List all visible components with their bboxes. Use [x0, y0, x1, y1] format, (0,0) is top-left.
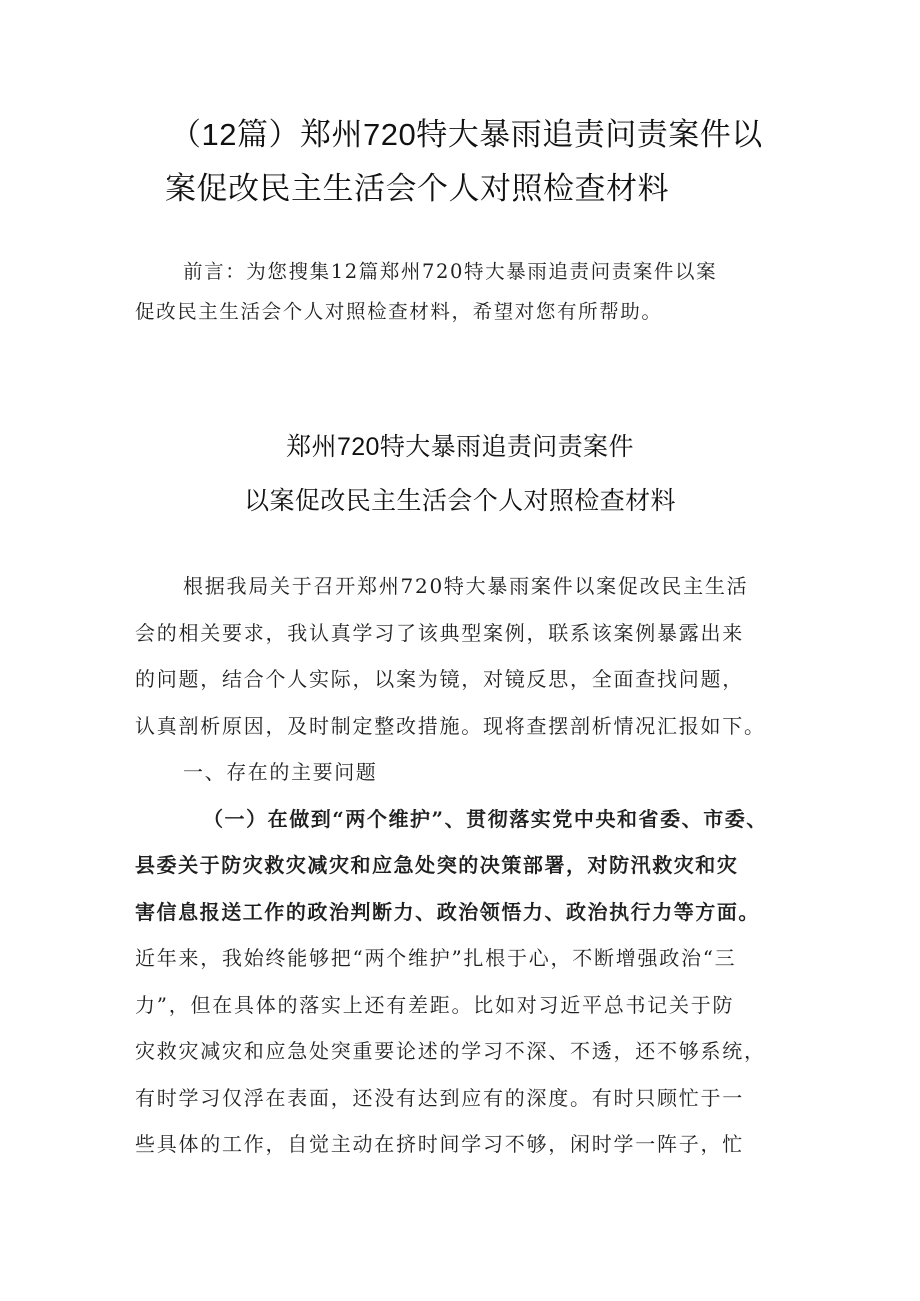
subsection-heading-line: 害信息报送工作的政治判断力、政治领悟力、政治执行力等方面。: [135, 899, 760, 924]
intro-line: 根据我局关于召开郑州720特大暴雨案件以案促改民主生活: [183, 574, 749, 598]
sub-title-line-2: 以案促改民主生活会个人对照检查材料: [244, 487, 676, 515]
subsection-text-line: 有时学习仅浮在表面，还没有达到应有的深度。有时只顾忙于一: [135, 1085, 744, 1110]
preface-line-2: 促改民主生活会个人对照检查材料，希望对您有所帮助。: [135, 300, 663, 323]
preface-line-1: 前言：为您搜集12篇郑州720特大暴雨追责问责案件以案: [183, 260, 718, 283]
intro-line: 认真剖析原因，及时制定整改措施。现将查摆剖析情况汇报如下。: [135, 713, 766, 738]
main-title-line-1: （12篇）郑州720特大暴雨追责问责案件以: [170, 117, 763, 152]
section-heading: 一、存在的主要问题: [183, 760, 378, 784]
intro-line: 会的相关要求，我认真学习了该典型案例，联系该案例暴露出来: [135, 620, 744, 645]
subsection-heading-line: （一）在做到“两个维护”、贯彻落实党中央和省委、市委、: [203, 806, 768, 831]
preface-paragraph: [135, 252, 795, 332]
document-body: [135, 563, 815, 1168]
subsection-text-line: 力”，但在具体的落实上还有差距。比如对习近平总书记关于防: [135, 992, 735, 1017]
sub-title-line-1: 郑州720特大暴雨追责问责案件: [286, 433, 634, 461]
main-title-line-2: 案促改民主生活会个人对照检查材料: [165, 171, 669, 206]
subsection-heading-line: 县委关于防灾救灾减灾和应急处突的决策部署，对防汛救灾和灾: [135, 853, 739, 877]
intro-line: 的问题，结合个人实际，以案为镜，对镜反思，全面查找问题，: [135, 667, 744, 691]
subsection-text-line: 些具体的工作，自觉主动在挤时间学习不够，闲时学一阵子，忙: [135, 1132, 744, 1156]
subsection-text-line: 近年来，我始终能够把“两个维护”扎根于心，不断增强政治“三: [135, 946, 737, 970]
document-main-title: [0, 108, 920, 216]
document-sub-title: [0, 420, 920, 528]
subsection-text-line: 灾救灾减灾和应急处突重要论述的学习不深、不透，还不够系统，: [135, 1039, 766, 1063]
